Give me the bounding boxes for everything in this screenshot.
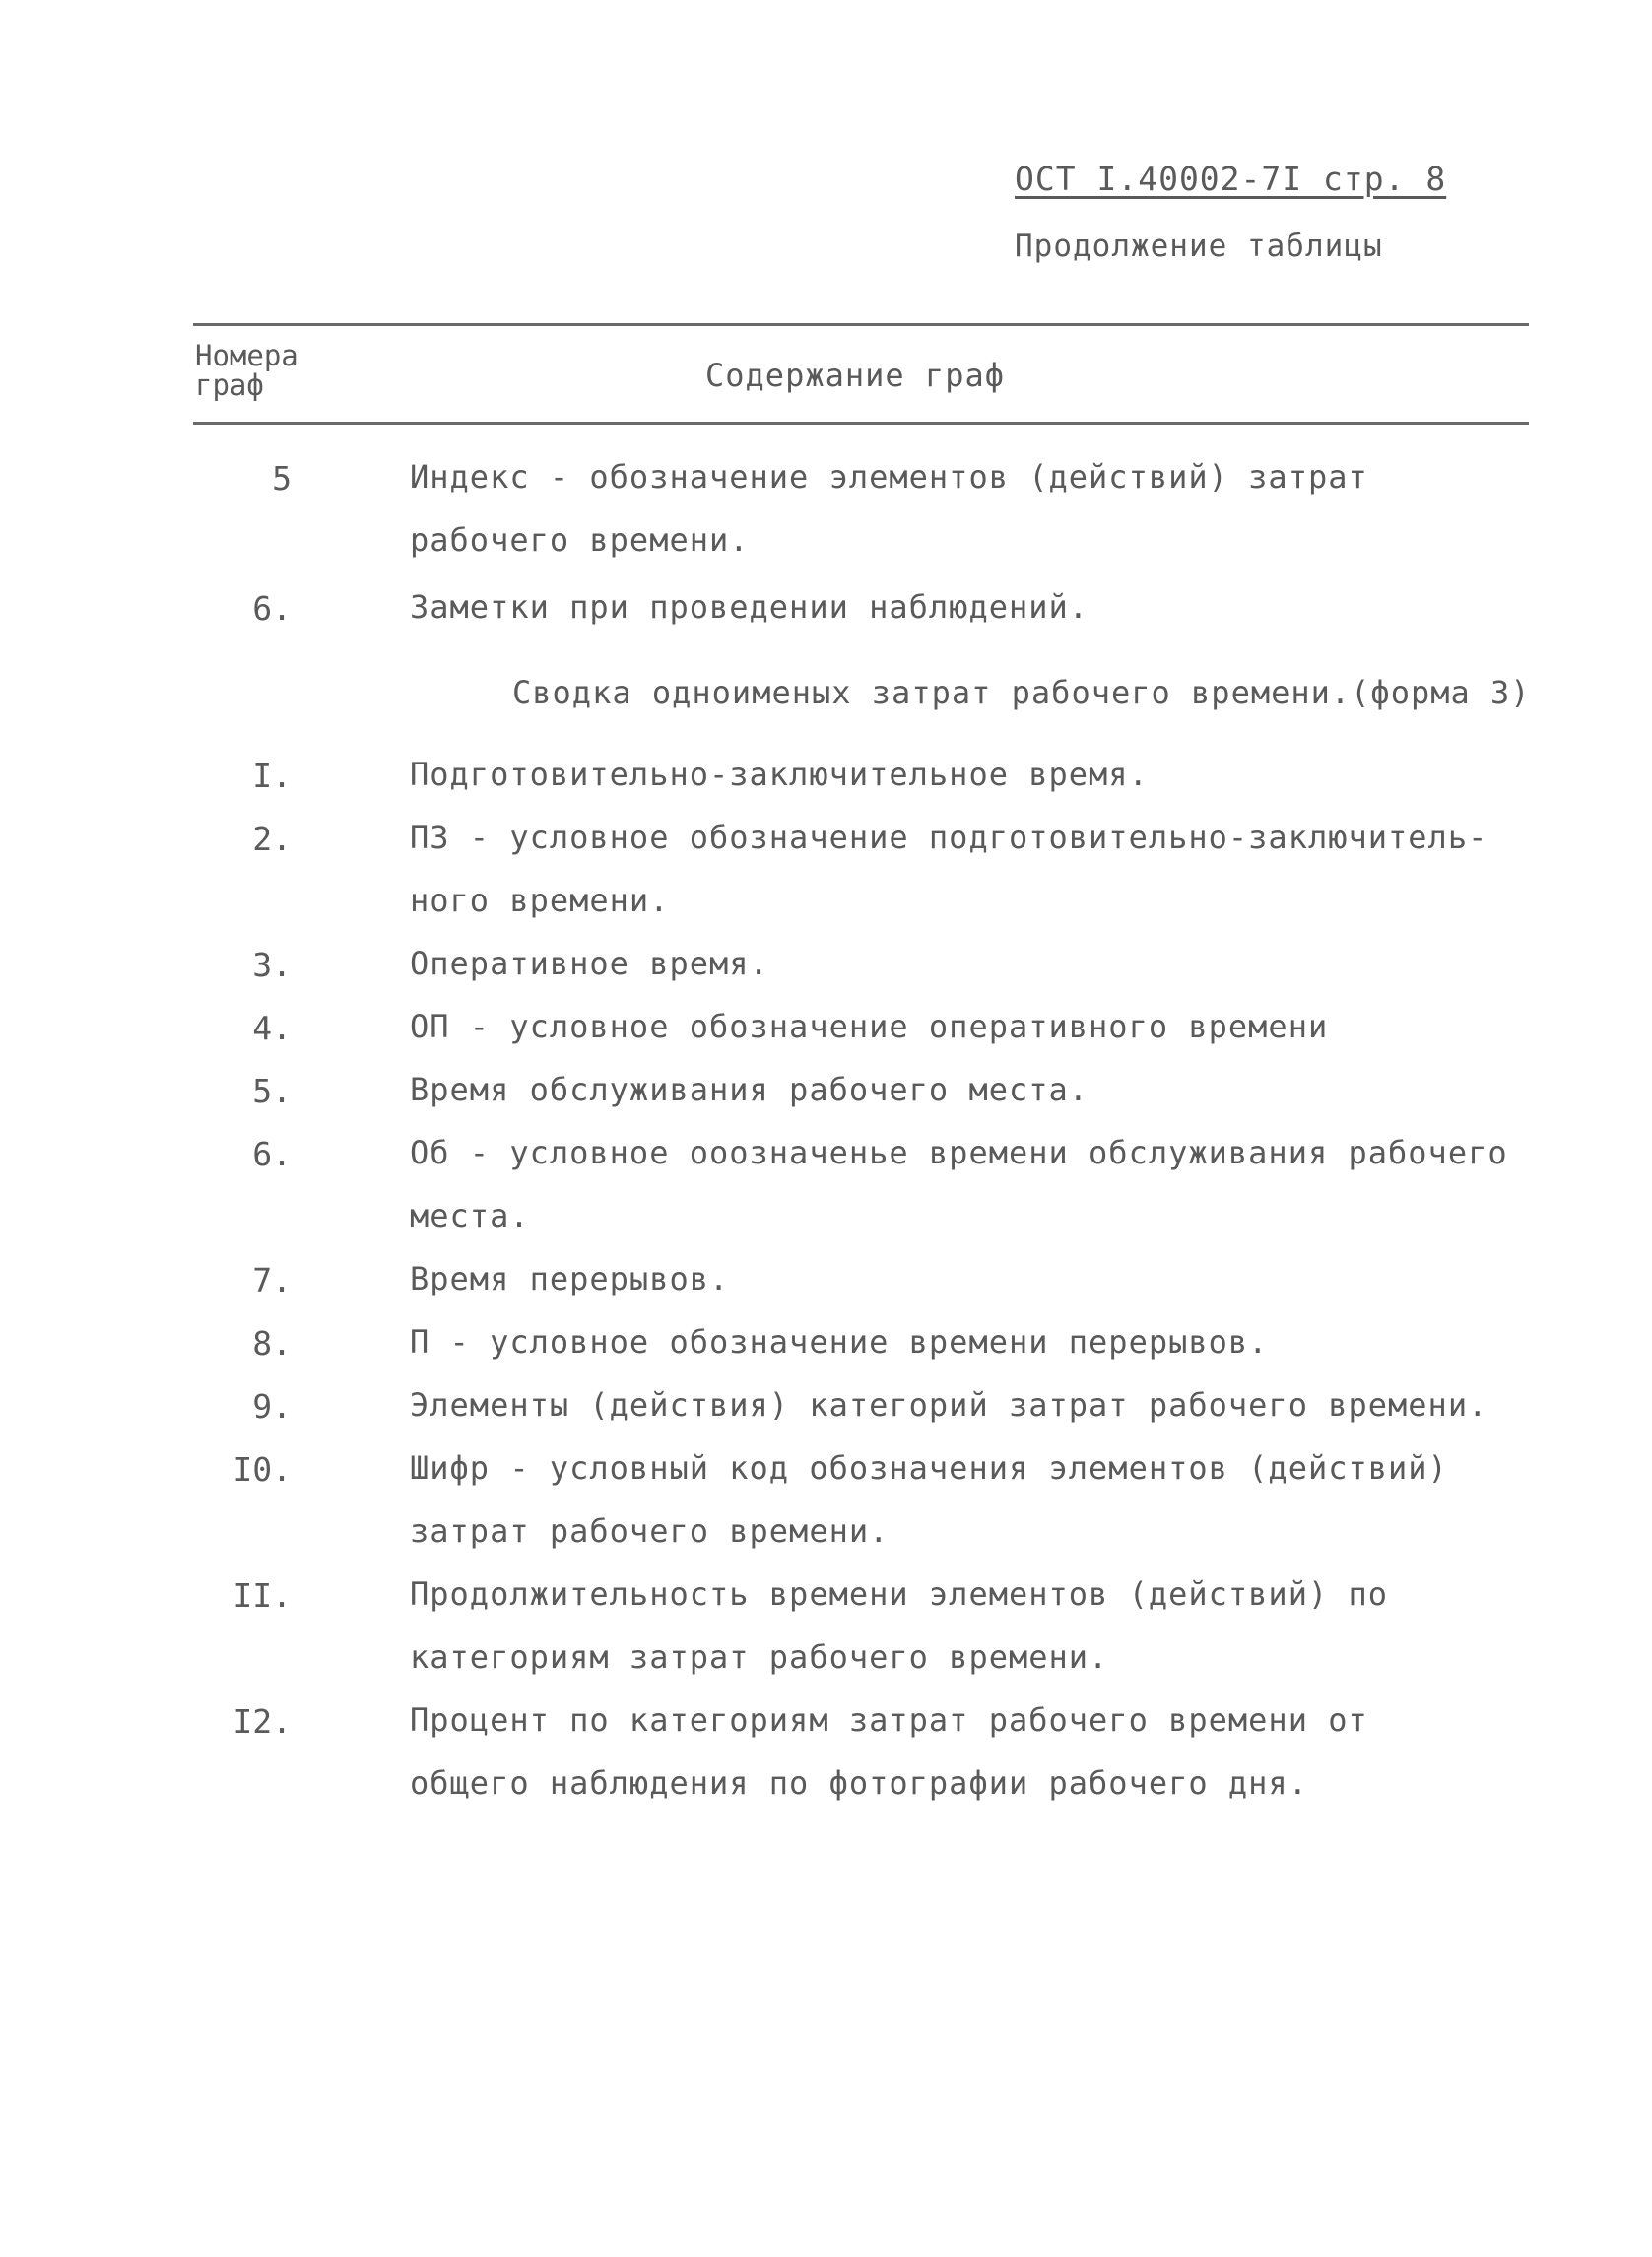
- row-text: Оперативное время.: [410, 945, 769, 982]
- row-text: ОП - условное обозначение оперативного времени: [410, 1008, 1329, 1045]
- row-number: 8.: [252, 1324, 292, 1362]
- document-code: ОСТ I.40002-7I стр. 8: [1015, 160, 1447, 198]
- row-text: ПЗ - условное обозначение подготовительно-заключитель- ного времени.: [410, 819, 1488, 919]
- column-header-number-line1: Номера: [195, 339, 298, 372]
- table-top-rule: [193, 323, 1529, 326]
- row-text: Об - условное ооозначенье времени обслуживания рабочего места.: [410, 1134, 1508, 1234]
- row-number: 7.: [252, 1261, 292, 1299]
- column-header-number-line2: граф: [195, 368, 264, 402]
- row-number: 9.: [252, 1387, 292, 1426]
- row-text: Индекс - обозначение элементов (действий) затрат рабочего времени.: [410, 458, 1368, 559]
- row-number: I.: [252, 757, 292, 795]
- row-text: Шифр - условный код обозначения элементов (действий) затрат рабочего времени.: [410, 1449, 1448, 1550]
- row-text: Подготовительно-заключительное время.: [410, 756, 1149, 793]
- summary-subheading: Сводка одноименых затрат рабочего времени.(форма 3): [512, 674, 1531, 711]
- column-header-content: Содержание граф: [705, 357, 1005, 394]
- row-number: 2.: [252, 820, 292, 858]
- row-number: 6.: [252, 1135, 292, 1173]
- row-number: 6.: [252, 589, 292, 628]
- row-text: Время обслуживания рабочего места.: [410, 1071, 1090, 1108]
- row-text: Заметки при проведении наблюдений.: [410, 588, 1090, 626]
- row-text: Элементы (действия) категорий затрат рабочего времени.: [410, 1386, 1488, 1424]
- row-text: Продолжительность времени элементов (действий) по категориям затрат рабочего времени.: [410, 1575, 1389, 1676]
- table-header-rule: [193, 422, 1529, 425]
- row-text: Время перерывов.: [410, 1260, 730, 1297]
- row-text: П - условное обозначение времени перерывов.: [410, 1323, 1269, 1361]
- row-number: I0.: [232, 1450, 292, 1489]
- row-number: I2.: [232, 1702, 292, 1741]
- row-number: 3.: [252, 946, 292, 984]
- row-number: 4.: [252, 1009, 292, 1047]
- row-number: 5: [272, 459, 292, 498]
- column-header-number: [195, 341, 323, 400]
- table-continuation-label: Продолжение таблицы: [1015, 229, 1383, 264]
- row-number: 5.: [252, 1072, 292, 1110]
- row-text: Процент по категориям затрат рабочего времени от общего наблюдения по фотографии рабочего дня.: [410, 1701, 1368, 1802]
- row-number: II.: [232, 1576, 292, 1615]
